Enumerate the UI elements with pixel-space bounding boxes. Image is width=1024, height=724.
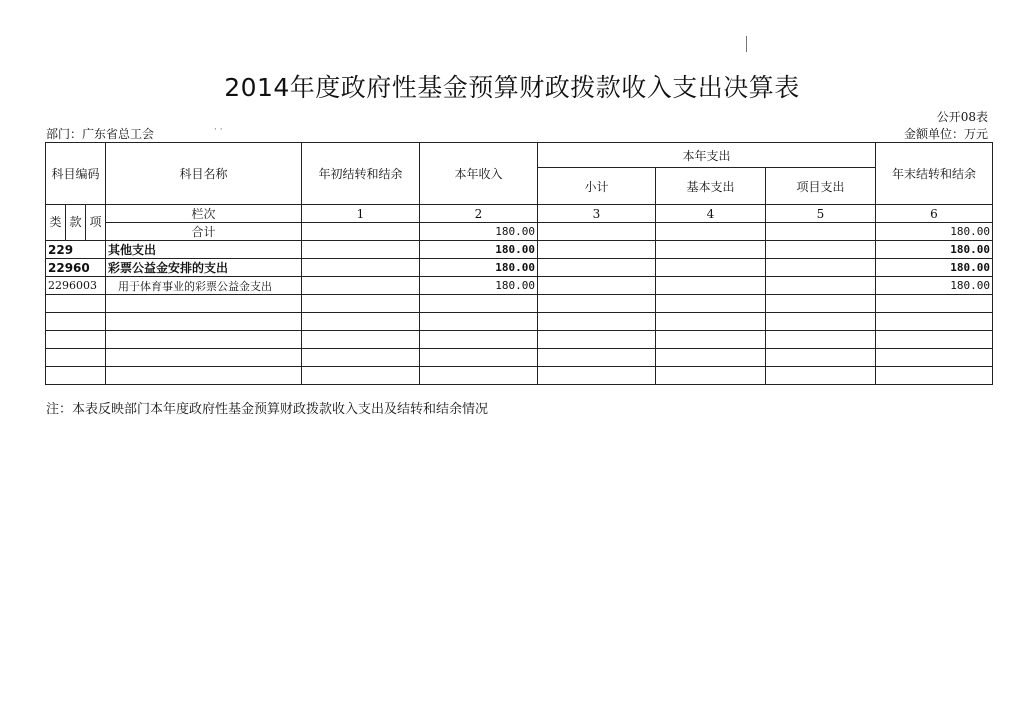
row-end: 180.00 [876, 241, 993, 259]
row-income: 180.00 [420, 259, 538, 277]
header-end-balance: 年末结转和结余 [876, 143, 993, 205]
row-project [766, 277, 876, 295]
total-project [766, 223, 876, 241]
col-number-4: 4 [656, 205, 766, 223]
total-end: 180.00 [876, 223, 993, 241]
total-label: 合计 [106, 223, 302, 241]
row-code: 2296003 [46, 277, 106, 295]
row-basic [656, 259, 766, 277]
code-sub-xiang: 项 [89, 215, 102, 229]
col-number-6: 6 [876, 205, 993, 223]
code-sub-lei: 类 [46, 205, 66, 240]
row-subtotal [538, 241, 656, 259]
col-number-1: 1 [302, 205, 420, 223]
row-begin [302, 259, 420, 277]
header-name: 科目名称 [106, 143, 302, 205]
total-subtotal [538, 223, 656, 241]
empty-row [46, 367, 993, 385]
total-basic [656, 223, 766, 241]
col-number-3: 3 [538, 205, 656, 223]
header-expense: 本年支出 [538, 143, 876, 168]
table-row [46, 241, 993, 259]
row-subtotal [538, 277, 656, 295]
header-begin-balance: 年初结转和结余 [302, 143, 420, 205]
row-code: 229 [46, 241, 106, 259]
empty-row [46, 331, 993, 349]
col-number-5: 5 [766, 205, 876, 223]
unit-label: 金额单位：万元 [903, 127, 988, 141]
scan-dots: · · [214, 125, 223, 135]
empty-row [46, 349, 993, 367]
department-label: 部门：广东省总工会 [46, 127, 155, 141]
row-project [766, 241, 876, 259]
header-basic: 基本支出 [656, 168, 766, 205]
row-label-lanci: 栏次 [106, 205, 302, 223]
table-row [46, 259, 993, 277]
document-title: 2014年度政府性基金预算财政拨款收入支出决算表 [224, 73, 800, 102]
code-subheader [46, 205, 106, 241]
scan-mark [746, 36, 747, 52]
row-project [766, 259, 876, 277]
row-begin [302, 277, 420, 295]
budget-table [45, 142, 993, 385]
empty-row [46, 295, 993, 313]
empty-row [46, 313, 993, 331]
row-code: 22960 [46, 259, 106, 277]
header-subtotal: 小计 [538, 168, 656, 205]
header-income: 本年收入 [420, 143, 538, 205]
total-income: 180.00 [420, 223, 538, 241]
header-code: 科目编码 [46, 143, 106, 205]
row-income: 180.00 [420, 241, 538, 259]
row-name: 用于体育事业的彩票公益金支出 [106, 277, 302, 295]
footnote: 注：本表反映部门本年度政府性基金预算财政拨款收入支出及结转和结余情况 [46, 402, 489, 417]
row-basic [656, 241, 766, 259]
header-project: 项目支出 [766, 168, 876, 205]
row-begin [302, 241, 420, 259]
row-subtotal [538, 259, 656, 277]
row-name: 其他支出 [106, 241, 302, 259]
row-name: 彩票公益金安排的支出 [106, 259, 302, 277]
table-row [46, 277, 993, 295]
total-begin [302, 223, 420, 241]
row-basic [656, 277, 766, 295]
col-number-2: 2 [420, 205, 538, 223]
row-end: 180.00 [876, 277, 993, 295]
table-code: 公开08表 [936, 110, 988, 124]
code-sub-kuan: 款 [66, 205, 86, 240]
row-end: 180.00 [876, 259, 993, 277]
row-income: 180.00 [420, 277, 538, 295]
